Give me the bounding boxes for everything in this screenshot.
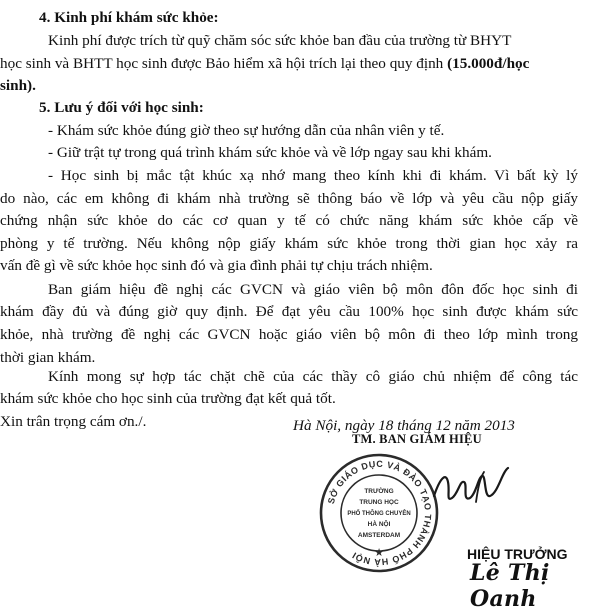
stamp-ring-text: SỞ GIÁO DỤC VÀ ĐÀO TẠO THÀNH PHỐ HÀ NỘI	[325, 458, 434, 568]
stamp-center-text: HÀ NỘI	[367, 521, 391, 528]
stamp-center-text: TRUNG HỌC	[359, 499, 399, 506]
section-5-bullet-line: phòng y tế trường. Nếu không nộp giấy khám sức khỏe trong thời gian học xảy ra	[0, 235, 578, 252]
star-icon: ★	[374, 547, 384, 559]
principal-title: HIỆU TRƯỞNG	[467, 546, 568, 562]
school-seal-stamp	[318, 452, 440, 574]
paragraph-line: khám sức khỏe cho học sinh của trường đạt kết quả tốt.	[0, 390, 336, 407]
principal-name: Lê Thị Oanh	[470, 560, 550, 612]
section-4-text-normal: học sinh và BHTT học sinh được Bảo hiểm xã hội trích lại theo quy định	[0, 55, 448, 72]
section-5-bullet: - Khám sức khỏe đúng giờ theo sự hướng dẫn của nhân viên y tế.	[48, 122, 445, 139]
section-4-fee-end: sinh).	[0, 77, 36, 94]
section-5-heading: 5. Lưu ý đối với học sinh:	[39, 99, 204, 116]
stamp-center-text: AMSTERDAM	[357, 532, 401, 539]
section-5-bullet-line: vấn đề gì về sức khỏe học sinh đó và gia đình phải tự chịu trách nhiệm.	[0, 257, 433, 274]
section-4-fee: (15.000đ/học	[447, 55, 530, 72]
section-4-text-line: Kinh phí được trích từ quỹ chăm sóc sức khỏe ban đầu của trường từ BHYT	[48, 32, 512, 49]
section-5-bullet: - Giữ trật tự trong quá trình khám sức khỏe và về lớp ngay sau khi khám.	[48, 144, 492, 161]
paragraph-line: khám đầy đủ và đúng giờ quy định. Để đạt yêu cầu 100% học sinh được khám sức	[0, 303, 578, 320]
handwritten-signature	[432, 458, 522, 518]
paragraph-line: thời gian khám.	[0, 349, 96, 366]
paragraph-line: Kính mong sự hợp tác chặt chẽ của các thầy cô giáo chủ nhiệm để công tác	[48, 368, 578, 385]
section-4-text-line	[0, 54, 583, 74]
section-4-heading: 4. Kinh phí khám sức khỏe:	[39, 9, 219, 26]
place-date: Hà Nội, ngày 18 tháng 12 năm 2013	[293, 417, 515, 434]
section-5-bullet-line: chứng nhận sức khỏe do các cơ quan y tế có chức năng khám sức khỏe cấp về	[0, 212, 578, 229]
paragraph-line: khỏe, nhà trường đề nghị các GVCN hoặc giáo viên bộ môn đi theo lớp mình trong	[0, 326, 578, 343]
paragraph-line: Ban giám hiệu đề nghị các GVCN và giáo viên bộ môn đôn đốc học sinh đi	[48, 281, 578, 298]
stamp-center-text: TRƯỜNG	[364, 488, 394, 495]
on-behalf-title: TM. BAN GIÁM HIỆU	[352, 432, 482, 446]
section-5-bullet-line: do nào, các em không đi khám nhà trường sẽ thông báo về lớp và yêu cầu nộp giấy	[0, 190, 578, 207]
closing-line: Xin trân trọng cám ơn./.	[0, 413, 147, 430]
stamp-center-text: PHỔ THÔNG CHUYÊN	[347, 511, 411, 517]
section-5-bullet-line: - Học sinh bị mắc tật khúc xạ nhớ mang theo kính khi đi khám. Vì bất kỳ lý	[48, 167, 578, 184]
